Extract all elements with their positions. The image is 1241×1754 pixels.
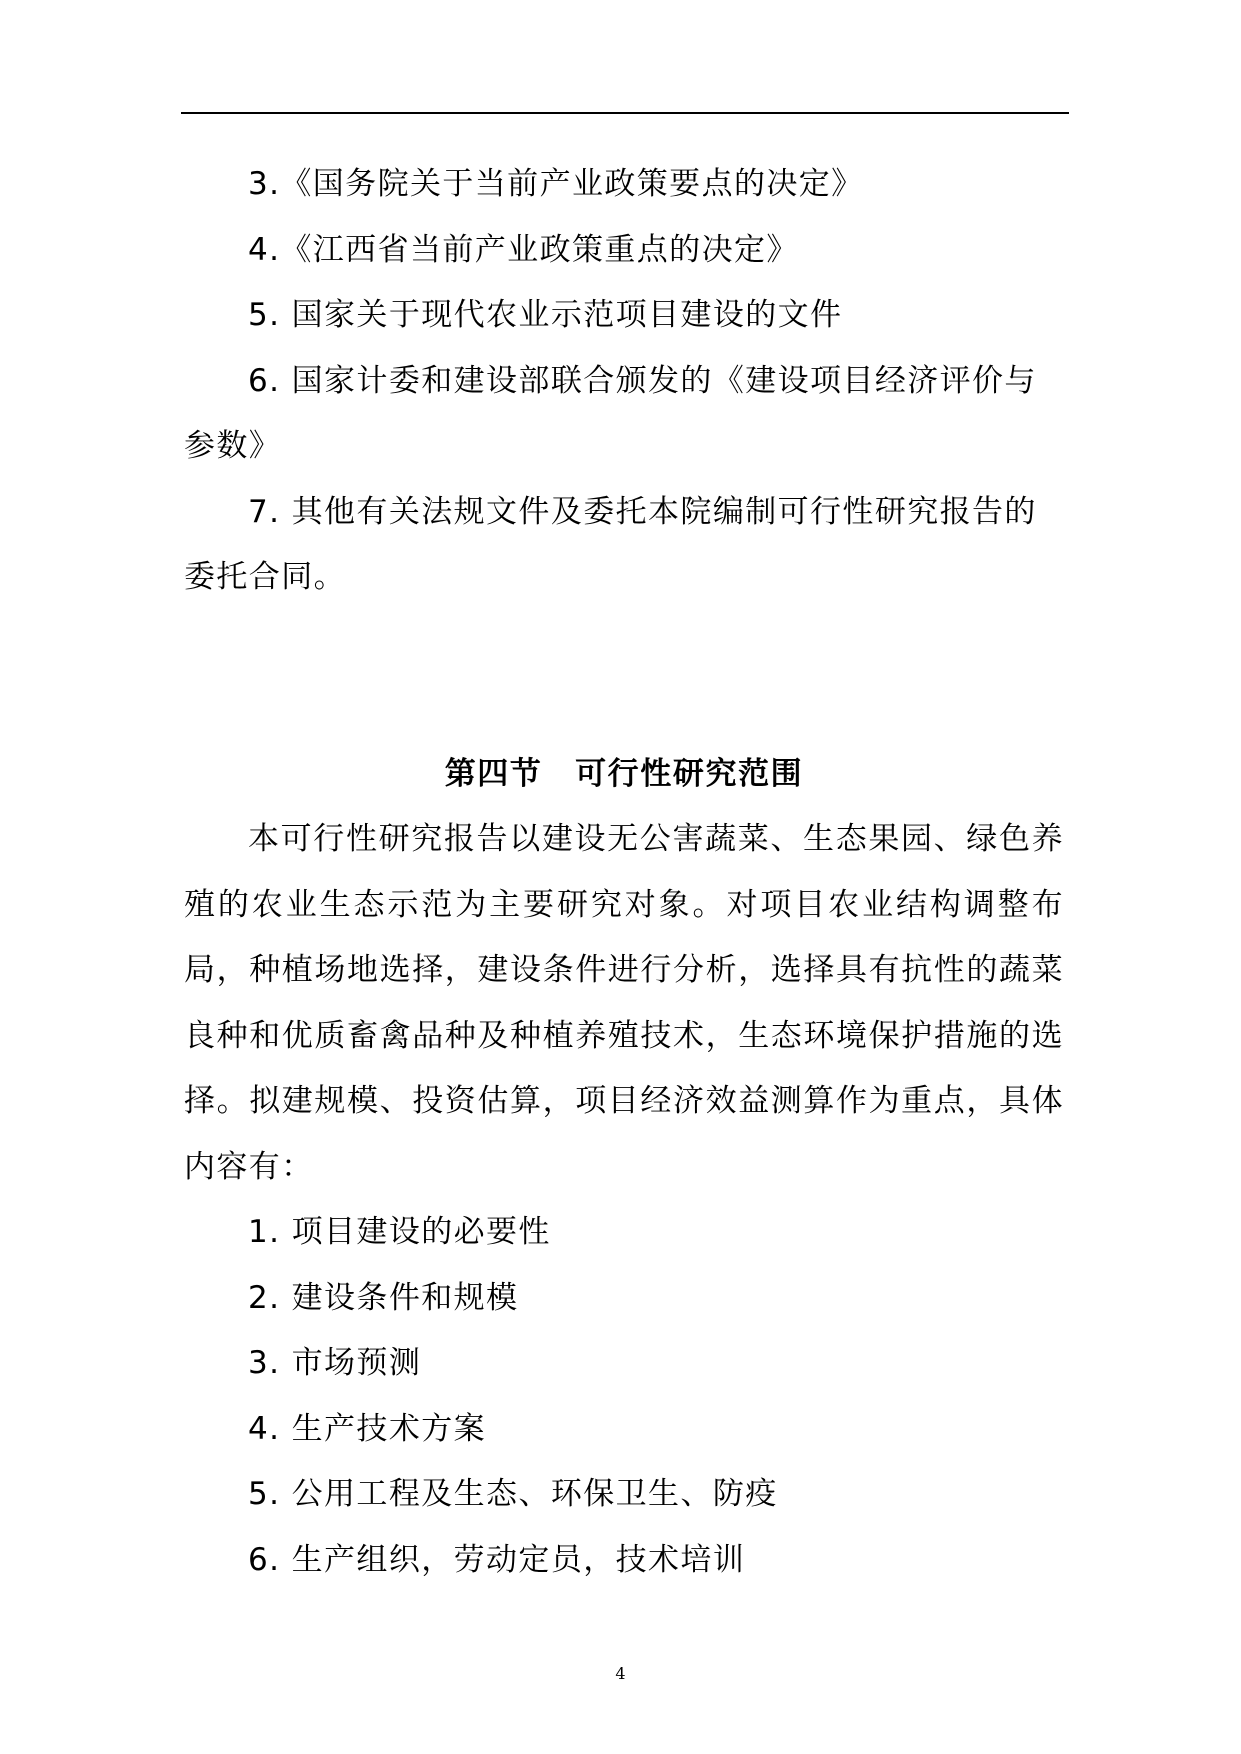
scope-item: 5. 公用工程及生态、环保卫生、防疫 [248, 1476, 778, 1512]
basis-item: 7. 其他有关法规文件及委托本院编制可行性研究报告的委托合同。 [184, 493, 1037, 595]
page-number: 4 [615, 1664, 626, 1683]
scope-paragraph: 本可行性研究报告以建设无公害蔬菜、生态果园、绿色养殖的农业生态示范为主要研究对象。对项目农业结构调整布局，种植场地选择，建设条件进行分析，选择具有抗性的蔬菜良种和优质畜禽品种及种植养殖技术，生态环境保护措施的选择。拟建规模、投资估算，项目经济效益测算作为重点，具体内容有： [184, 821, 1064, 1185]
section-spacer [184, 611, 1064, 742]
basis-item: 4.《江西省当前产业政策重点的决定》 [248, 231, 799, 268]
basis-item: 6. 国家计委和建设部联合颁发的《建设项目经济评价与参数》 [184, 362, 1037, 464]
scope-item: 4. 生产技术方案 [248, 1410, 487, 1447]
basis-item: 3.《国务院关于当前产业政策要点的决定》 [248, 166, 864, 202]
scope-item: 1. 项目建设的必要性 [248, 1214, 551, 1250]
section-title: 第四节 可行性研究范围 [444, 755, 804, 792]
scope-item: 2. 建设条件和规模 [248, 1279, 519, 1316]
header-rule [181, 112, 1069, 114]
scope-item: 6. 生产组织，劳动定员，技术培训 [248, 1541, 746, 1578]
basis-item: 5. 国家关于现代农业示范项目建设的文件 [248, 297, 843, 333]
page-content [184, 152, 1064, 1593]
scope-item: 3. 市场预测 [248, 1345, 422, 1381]
